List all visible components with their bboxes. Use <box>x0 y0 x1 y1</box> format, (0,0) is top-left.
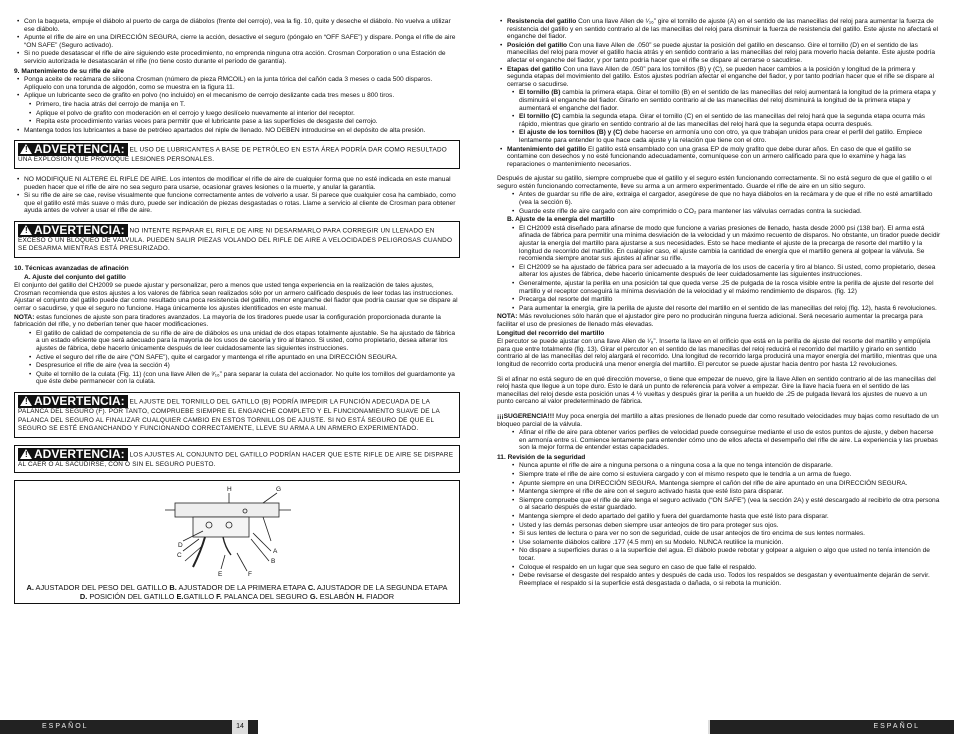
list-item: • Active el seguro del rifle de aire (“ON SAFE”), quite el cargador y mantenga el rifle apuntado en una DIRECCIÓN SEGURA. <box>14 354 460 362</box>
warning-triangle-icon: ! <box>20 396 32 406</box>
figure-label-b: B <box>271 558 276 566</box>
list-item: • Con la baqueta, empuje el diábolo al puerto de carga de diábolos (frente del cerrojo), vea la fig. 10, quite y deseche el diábolo. No vuelva a utilizar ese diábolo. <box>14 18 460 33</box>
warning-label: ! ADVERTENCIA: <box>18 448 128 461</box>
note-text: estas funciones de ajuste son para tiradores avanzados. La mayoría de los tiradores puede usar la configuración proporcionada durante la fabricación del rifle, y no deberían tener que hacer modificaciones. <box>14 313 441 329</box>
warning-label: ! ADVERTENCIA: <box>18 395 128 408</box>
figure-label-e: E <box>218 571 223 578</box>
hammer-travel-title: Longitud del recorrido del martillo <box>497 329 605 337</box>
list-item: • El CH2009 está diseñado para afinarse de modo que funcione a varias presiones de llenado, hasta desde 2000 psi (138 bar). El arma está afinada de fábrica para permitir una mínima desviación de la velocidad y un máximo recuento de disparos. No obstante, un tirador puede decidir ajustar la energía del martillo para ajustarse a sus necesidades. Esto se hace mediante el ajuste de la precarga de resorte del martillo y la longitud de recorrido del martillo. En cualquier caso, el ajuste cambia la cantidad de energía que el martillo genera al golpear la válvula. Se recomienda siempre anotar sus ajustes al afinar su rifle. <box>497 225 941 263</box>
note-label: NOTA: <box>14 313 35 321</box>
warning-text: EL USO DE LUBRICANTES A BASE DE PETRÓLEO EN ESTA ÁREA PODRÍA DAR COMO RESULTADO UNA EXPLOSIÓN QUE PROVOQUE LESIONES PERSONALES. <box>18 146 447 164</box>
paragraph: El percutor se puede ajustar con una llave Allen de ¹⁄₈”. Inserte la llave en el orificio que está en la perilla de ajuste del resorte del martillo y empújela para que entre totalmente (fig. 13). Girar el percutor en el sentido de las manecillas del reloj reducirá el recorrido del martillo y girarlo en sentido contrario al de las manecillas del reloj alargará el recorrido. Una longitud de recorrido larga producirá una mayor energía del martillo, mientras que una longitud de recorrido corta producirá una menor energía del martillo. El percutor se puede ajustar hacia dentro por hasta 12 revoluciones. <box>497 338 937 368</box>
list-item: • Para aumentar la energía, gire la perilla de ajuste del resorte del martillo en el sentido de las manecillas del reloj (fig. 12), hasta 6 revoluciones. <box>497 305 941 313</box>
list-item: • Antes de guardar su rifle de aire, extraiga el cargador, asegúrese de que no haya diábolos en la recámara y de que el rifle no esté amartillado (vea la sección 6). <box>497 191 941 206</box>
warning-box-lubricant <box>14 140 460 169</box>
section-9-title: 9. Mantenimiento de su rifle de aire <box>14 67 124 75</box>
list-item: • El ajuste de los tornillos (B) y (C) debe hacerse en armonía uno con otro, ya que trabajan unidos para crear el perfil del gatillo. Empiece lentamente para entender lo que hace cada ajuste y la relación que tiene con el otro. <box>497 129 941 144</box>
warning-triangle-icon: ! <box>20 225 32 235</box>
section-10-title: 10. Técnicas avanzadas de afinación <box>14 265 129 273</box>
note-paragraph: NOTA: Más revoluciones sólo harán que el ajustador gire pero no producirán ninguna fuerza adicional. Será necesario aumentar la precarga para facilitar el uso de presiones de llenado más elevadas. <box>497 313 923 328</box>
figure-label-d: D <box>178 542 183 550</box>
list-item: • Nunca apunte el rifle de aire a ninguna persona o a ninguna cosa a la que no tenga intención de dispararle. <box>497 462 941 470</box>
list-item: • Aplique el polvo de grafito con moderación en el cerrojo y luego deslícelo nuevamente al interior del receptor. <box>14 110 460 118</box>
figure-label-h: H <box>227 486 232 494</box>
list-item: • Repita este procedimiento varias veces para permitir que el lubricante pase a las superficies de desgaste del cerrojo. <box>14 118 460 126</box>
figure-label-c: C <box>177 552 182 560</box>
list-item: • Apunte el rifle de aire en una DIRECCIÓN SEGURA, cierre la acción, desactive el seguro (póngalo en “OFF SAFE”) y dispare. Ponga el rifle de aire “ON SAFE” (Seguro activado). <box>14 34 460 49</box>
list-item: • El CH2009 se ha ajustado de fábrica para ser adecuado a la mayoría de los usos de cacería y tiro al blanco. Si usted, como propietario, desea alterar los ajustes de fábrica, debe hacerlo únicamente después de leer cuidadosamente las siguientes instrucciones. <box>497 264 941 279</box>
list-item: • Apunte siempre en una DIRECCIÓN SEGURA. Mantenga siempre el cañón del rifle de aire apuntado en una DIRECCIÓN SEGURA. <box>497 480 941 488</box>
right-column <box>497 18 941 588</box>
list-item: • Resistencia del gatillo Con una llave Allen de ¹⁄₁₆” gire el tornillo de ajuste (A) en el sentido de las manecillas del reloj para aumentar la fuerza de resistencia del gatillo y en sentido contrario al de las manecillas del reloj para disminuir la fuerza de resistencia del gatillo. Este ajuste no afectará el enganche del fiador. <box>497 18 941 41</box>
left-column <box>14 18 460 604</box>
list-item: • Mantenga siempre el rifle de aire con el seguro activado hasta que esté listo para disparar. <box>497 488 941 496</box>
section-b-title: B. Ajuste de la energía del martillo <box>507 216 615 224</box>
list-item: • Primero, tire hacia atrás del cerrojo de manija en T. <box>14 101 460 109</box>
list-item: • Use solamente diábolos calibre .177 (4.5 mm) en su Modelo. NUNCA reutilice la munición. <box>497 539 941 547</box>
list-item: • Coloque el respaldo en un lugar que sea seguro en caso de que falle el respaldo. <box>497 564 941 572</box>
warning-text: LOS AJUSTES AL CONJUNTO DEL GATILLO PODRÍAN HACER QUE ESTE RIFLE DE AIRE SE DISPARE AL CAER O AL SACUDIRSE, CON O SIN EL SEGURO PUESTO. <box>18 451 454 468</box>
list-item: • Si su rifle de aire se cae, revise visualmente que funcione correctamente antes de volverlo a usar. Si parece que cualquier cosa ha cambiado, como que el gatillo esté más suave o más duro, puede ser indicación de piezas desgastadas o rotas. Llame a servicio al cliente de Crosman para obtener ayuda antes de volver a usar el rifle de aire. <box>14 192 460 215</box>
caption-line-1: A. AJUSTADOR DEL PESO DEL GATILLO B. AJUSTADOR DE LA PRIMERA ETAPA C. AJUSTADOR DE LA SEGUNDA ETAPA <box>26 582 448 592</box>
warning-triangle-icon: ! <box>20 449 32 459</box>
list-item: • Si sus lentes de lectura o para ver no son de seguridad, cuide de usar anteojos de tiro encima de sus lentes normales. <box>497 530 941 538</box>
list-item: • Etapas del gatillo Con una llave Allen de .050” para los tornillos (B) y (C), se pueden hacer cambios a la posición y longitud de la primera y segunda etapas del movimiento del gatillo. Estos ajustes podrían afectar el enganche del fiador, y por tanto podrían hacer que el rifle se dispare al cerrarse o sacudirse. <box>497 66 941 89</box>
warning-text: EL AJUSTE DEL TORNILLO DEL GATILLO (B) PODRÍA IMPEDIR LA FUNCIÓN ADECUADA DE LA PALANCA DEL SEGURO (F). POR TANTO, COMPRUEBE SIEMPRE EL ENGANCHE COMPLETO Y EL FUNCIONAMIENTO SUAVE DE LA PALANCA DEL SEGURO AL FINALIZAR CUALQUIER CAMBIO EN ESTOS TORNILLOS DE AJUSTE. SI NO ESTÁ SEGURO DE QUE EL SEGURO SE ESTÉ ENGANCHANDO Y FUNCIONANDO CORRECTAMENTE, LLEVE SU ARMA A UN ARMERO EXPERIMENTADO. <box>18 398 440 433</box>
list-item: • Afinar el rifle de aire para obtener varios perfiles de velocidad puede conseguirse mediante el uso de estos puntos de ajuste, y deben hacerse en armonía entre sí. Comience lentamente para entender cómo uno de ellos afecta el desempeño del rifle de aire. La experiencia y las pruebas son la mejor forma de entender estas capacidades. <box>497 429 941 452</box>
warning-label: ! ADVERTENCIA: <box>18 143 128 156</box>
list-item: • El tornillo (C) cambia la segunda etapa. Girar el tornillo (C) en el sentido de las manecillas del reloj hará que la segunda etapa ocurra más rápido, mientras que girarlo en sentido contrario al de las manecillas del reloj hará que la segunda etapa ocurra después. <box>497 113 941 128</box>
list-item: • Ponga aceite de recámara de silicona Crosman (número de pieza RMCOIL) en la junta tórica del cañón cada 3 meses o cada 500 disparos. Aplíquelo con una torunda de algodón, como se muestra en la figura 11. <box>14 76 460 91</box>
warning-box-trigger-adjust <box>14 445 460 474</box>
trigger-figure <box>14 480 460 604</box>
section-10a-title: A. Ajuste del conjunto del gatillo <box>24 273 126 281</box>
list-item: • No dispare a superficies duras o a la superficie del agua. El diábolo puede rebotar y golpear a alguien o algo que usted no tenía intención de tocar. <box>497 547 941 562</box>
footer-left: ESPAÑOL <box>0 720 258 734</box>
list-item: • Aplique un lubricante seco de grafito en polvo (no incluido) en el mecanismo de cerrojo deslizante cada tres meses u 800 tiros. <box>14 92 460 100</box>
figure-label-a: A <box>273 548 278 556</box>
list-item: • Mantenga todos los lubricantes a base de petróleo apartados del niple de llenado. NO DEBEN introducirse en el depósito de alta presión. <box>14 127 460 135</box>
list-item: • NO MODIFIQUE NI ALTERE EL RIFLE DE AIRE. Los intentos de modificar el rifle de aire de cualquier forma que no esté indicada en este manual pueden hacer que el rifle de aire no sea seguro para usarse, ocasionar graves lesiones o la muerte, y anular la garantía. <box>14 176 460 191</box>
footer-right: ESPAÑOL <box>710 720 954 734</box>
tip-paragraph: ¡¡¡SUGERENCIA!!! Muy poca energía del martillo a altas presiones de llenado puede dar como resultado velocidades muy bajas como resultado de un bloqueo parcial de la válvula. <box>497 412 939 428</box>
list-item: • Debe revisarse el desgaste del respaldo antes y después de cada uso. Todos los respaldos se desgastan y eventualmente dejarán de servir. Reemplace el respaldo si la superficie está desgastada o dañada, o si rebota la munición. <box>497 572 941 587</box>
list-item: • Mantenimiento del gatillo El gatillo está ensamblado con una grasa EP de moly grafito que debe durar años. En caso de que el gatillo se contamine con desechos y no esté funcionando adecuadamente, comuníquese con un armero calificado para que lo examine y haga las reparaciones o mantenimiento necesarios. <box>497 146 941 169</box>
warning-label: ! ADVERTENCIA: <box>18 224 128 237</box>
trigger-assembly-diagram <box>15 481 459 577</box>
paragraph: Si el afinar no está seguro de en qué dirección moverse, o tiene que empezar de nuevo, gire la llave Allen en sentido contrario al de las manecillas del reloj hasta que llegue a un tope duro. Esto le dará un punto de referencia para volver a empezar. Gire la llave hacia fuera en el sentido de las manecillas del reloj desde esta posición unas 4 ½ vueltas y después girar la perilla a un hueldo de .25 de pulgada llevará los ajustes de nuevo a un punto cercano al valor predeterminado de fábrica. <box>497 375 936 406</box>
list-item: • Posición del gatillo Con una llave Allen de .050” se puede ajustar la posición del gatillo en descanso. Gire el tornillo (D) en el sentido de las manecillas del reloj para mover el gatillo hacia atrás y en sentido contrario a las manecillas del reloj para moverlo hacia delante. Este ajuste podría afectar el enganche del fiador, y por tanto podría hacer que el rifle se dispare al cerrarse o sacudirse. <box>497 42 941 65</box>
intro-bullets <box>14 18 460 66</box>
list-item: • Siempre trate el rifle de aire como si estuviera cargado y con el mismo respeto que le tendría a un arma de fuego. <box>497 471 941 479</box>
list-item: • Quite el tornillo de la culata (Fig. 11) (con una llave Allen de ³⁄₁₆” para separar la culata del accionador. No quite los tornillos del guardamonte ya que éste debe permanecer con la culata. <box>14 371 460 386</box>
paragraph: Después de ajustar su gatillo, siempre compruebe que el gatillo y el seguro estén funcionando correctamente. Si no está seguro de que el gatillo o el seguro estén funcionando correctamente, lleve su arma a un armero experimentado. Guarde el rifle de aire en un sitio seguro. <box>497 175 932 190</box>
section-11-title: 11. Revisión de la seguridad <box>497 453 586 461</box>
list-item: • El gatillo de calidad de competencia de su rifle de aire de diábolos es una unidad de dos etapas totalmente ajustable. Se ha ajustado de fábrica a un estado eficiente que será adecuado para la mayoría de los usos de cacería y tiro al blanco. Si usted, como propietario, desea alterar los ajustes de fábrica, debe hacerlo únicamente después de leer cuidadosamente las siguientes instrucciones. <box>14 330 460 353</box>
list-item: • Generalmente, ajustar la perilla en una posición tal que queda verse .25 de pulgada de la rosca visible entre la perilla de ajuste del resorte del martillo y el receptor conseguirá la mínima desviación de la velocidad y el máximo rendimiento de disparos. (fig. 12) <box>497 280 941 295</box>
list-item: • Mantenga siempre el dedo apartado del gatillo y fuera del guardamonte hasta que esté listo para disparar. <box>497 513 941 521</box>
warning-box-repair <box>14 221 460 258</box>
list-item: • Precarga del resorte del martillo <box>497 296 941 304</box>
warning-box-trigger-screw <box>14 392 460 438</box>
list-item: • Guarde este rifle de aire cargado con aire comprimido o CO₂ para mantener las válvulas cerradas contra la suciedad. <box>497 208 941 216</box>
list-item: • Siempre compruebe que el rifle de aire tenga el seguro activado (“ON SAFE”) (vea la sección 2A) y esté descargado al recibirlo de otra persona o al sacarlo después de estar guardado. <box>497 497 941 512</box>
note-paragraph <box>14 314 460 329</box>
figure-caption <box>15 583 459 601</box>
warning-text: NO INTENTE REPARAR EL RIFLE DE AIRE NI DESARMARLO PARA CORREGIR UN LLENADO EN EXCESO O UN BLOQUEO DE VÁLVULA. PUEDEN SALIR PIEZAS VOLANDO DEL RIFLE DE AIRE A VELOCIDADES PELIGROSAS CUANDO SE DESARMA MIENTRAS ESTÁ PRESURIZADO. <box>18 227 453 253</box>
figure-label-g: G <box>276 486 282 494</box>
paragraph: El conjunto del gatillo del CH2009 se puede ajustar y personalizar, pero a menos que usted tenga experiencia en la realización de tales ajustes, Crosman recomienda que estos ajustes a los valores de fábrica sean realizados sólo por un armero calificado después de leer todas las instrucciones. Ajustar el conjunto del gatillo puede dar como resultado una poca resistencia del gatillo, menor enganche del fiador que podría causar que se dispare al cerrar o sacudirse, y que el seguro no funcione. Haga únicamente los ajustes identificados en este manual. <box>14 282 458 313</box>
list-item: • Si no puede desatascar el rifle de aire siguiendo este procedimiento, no emprenda ninguna otra acción. Crosman Corporation o una Estación de servicio autorizada le desatascarán el rifle (no tiene costo durante el período de garantía). <box>14 50 460 65</box>
page-number-left: 14 <box>232 720 248 734</box>
caption-line-2: D. POSICIÓN DEL GATILLO E.GATILLO F. PALANCA DEL SEGURO G. ESLABÓN H. FIADOR <box>79 591 395 601</box>
list-item: • El tornillo (B) cambia la primera etapa. Girar el tornillo (B) en el sentido de las manecillas del reloj aumentará la longitud de la primera etapa y disminuirá el enganche del fiador. Girarlo en sentido contrario al de las manecillas del reloj disminuirá la longitud de la primera etapa y aumentará el enganche del fiador. <box>497 89 941 112</box>
right-page <box>477 0 954 738</box>
figure-label-f: F <box>248 571 252 578</box>
list-item: • Despresurice el rifle de aire (vea la sección 4) <box>14 362 460 370</box>
list-item: • Usted y las demás personas deben siempre usar anteojos de tiro para proteger sus ojos. <box>497 522 941 530</box>
warning-triangle-icon: ! <box>20 144 32 154</box>
